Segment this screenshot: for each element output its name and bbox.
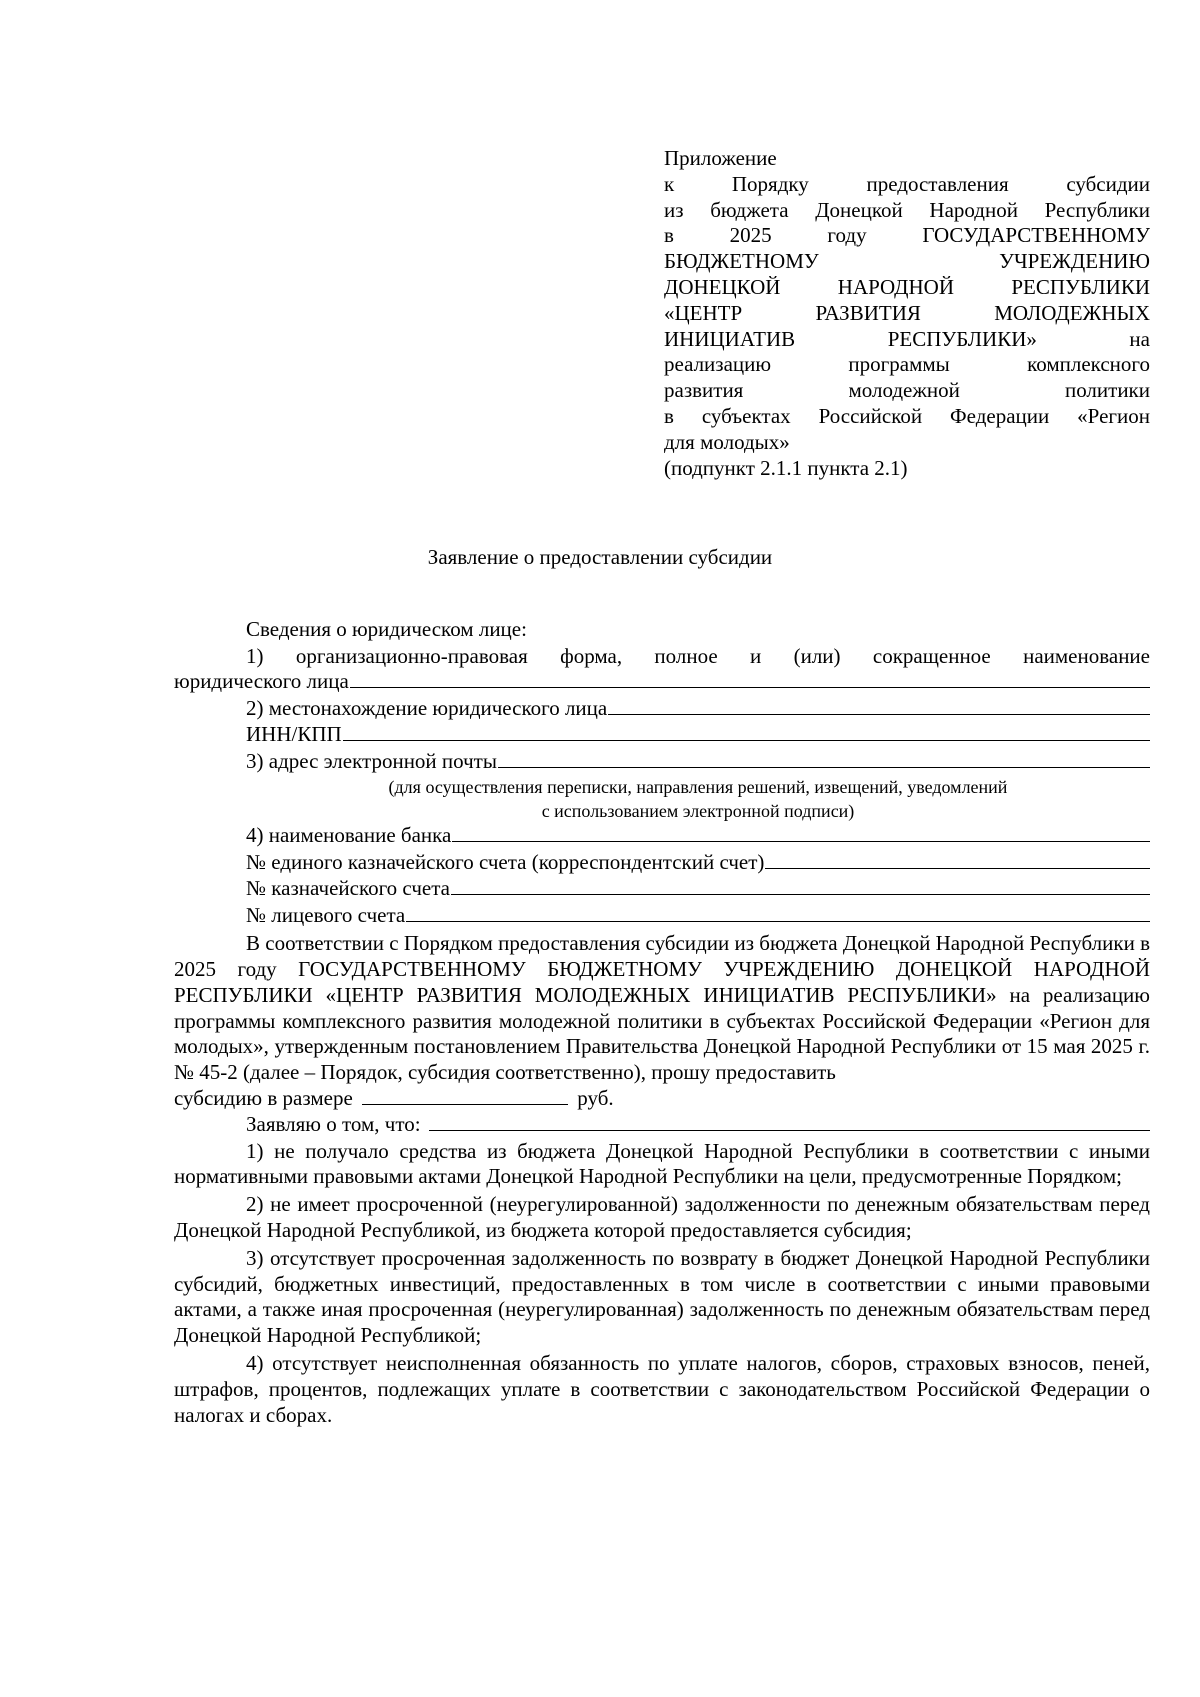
declaration-field[interactable] [429, 1112, 1150, 1131]
inn-kpp-field[interactable] [343, 722, 1150, 741]
item3-label: 3) адрес электронной почты [246, 748, 497, 773]
note-line: (для осуществления переписки, направления решений, извещений, уведомлений [388, 777, 1008, 798]
request-paragraph: В соответствии с Порядком предоставления субсидии из бюджета Донецкой Народной Республики в 2025 году ГОСУДАРСТВЕННОМУ БЮДЖЕТНОМУ УЧРЕЖДЕНИЮ ДОНЕЦКОЙ НАРОДНОЙ РЕСПУБЛИКИ «ЦЕНТР РАЗВИТИЯ МОЛОДЕЖНЫХ ИНИЦИАТИВ РЕСПУБЛИКИ» на реализацию программы комплексного развития молодежной политики в субъектах Российской Федерации «Регион для молодых», утвержденным постановлением Правительства Донецкой Народной Республики от 15 мая 2025 г. № 45-2 (далее – Порядок, субсидия соответственно), прошу предоставить [174, 931, 1150, 1085]
application-body [174, 617, 1150, 1428]
note-line: с использованием электронной подписи) [541, 801, 855, 822]
declaration-row [174, 1112, 1150, 1139]
appendix-line: Приложение [664, 146, 777, 170]
document-title: Заявление о предоставлении субсидии [427, 545, 773, 569]
form-heading: Сведения о юридическом лице: [246, 617, 527, 641]
appendix-line: «ЦЕНТР РАЗВИТИЯ МОЛОДЕЖНЫХ [664, 300, 1150, 325]
personal-row [174, 903, 1150, 930]
appendix-line: (подпункт 2.1.1 пункта 2.1) [664, 455, 908, 480]
item2-row [174, 696, 1150, 723]
declaration-point: 1) не получало средства из бюджета Донецкой Народной Республики в соответствии с иными нормативными правовыми актами Донецкой Народной Республики на цели, предусмотренные Порядком; [174, 1138, 1150, 1189]
appendix-line: для молодых» [664, 429, 790, 454]
appendix-line: в 2025 году ГОСУДАРСТВЕННОМУ [664, 223, 1150, 248]
inn-label: ИНН/КПП [246, 722, 342, 747]
appendix-line: из бюджета Донецкой Народной Республики [664, 197, 1150, 222]
treasury-single-label: № единого казначейского счета (корреспондентский счет) [246, 849, 765, 874]
treasury-single-row [174, 850, 1150, 877]
form-heading-row [174, 617, 1150, 644]
inn-row [174, 722, 1150, 749]
appendix-line: реализацию программы комплексного [664, 352, 1150, 377]
appendix-line: ИНИЦИАТИВ РЕСПУБЛИКИ» на [664, 326, 1150, 351]
legal-name-field[interactable] [350, 669, 1150, 688]
amount-suffix: руб. [577, 1086, 614, 1111]
item1-text: 1) организационно-правовая форма, полное и (или) сокращенное наименование [246, 643, 1150, 668]
treasury-single-account-field[interactable] [765, 850, 1150, 869]
appendix-line: в субъектах Российской Федерации «Регион [664, 403, 1150, 428]
declaration-point: 4) отсутствует неисполненная обязанность по уплате налогов, сборов, страховых взносов, пеней, штрафов, процентов, подлежащих уплате в соответствии с законодательством Российской Федерации о налогах и сборах. [174, 1350, 1150, 1427]
treasury-row [174, 876, 1150, 903]
item3-row [174, 749, 1150, 776]
treasury-label: № казначейского счета [246, 876, 450, 901]
appendix-block [664, 146, 1150, 481]
item1-row [174, 669, 1150, 696]
item4-label: 4) наименование банка [246, 823, 452, 848]
personal-account-field[interactable] [406, 903, 1150, 922]
appendix-line: БЮДЖЕТНОМУ УЧРЕЖДЕНИЮ [664, 249, 1150, 274]
item2-label: 2) местонахождение юридического лица [246, 695, 608, 720]
amount-field[interactable] [362, 1086, 568, 1105]
declaration-point: 2) не имеет просроченной (неурегулированной) задолженности по денежным обязательствам перед Донецкой Народной Республикой, из бюджета которой предоставляется субсидия; [174, 1192, 1150, 1242]
appendix-line: развития молодежной политики [664, 378, 1150, 403]
treasury-account-field[interactable] [451, 876, 1150, 895]
amount-prefix: субсидию в размере [174, 1086, 353, 1111]
item4-row [174, 823, 1150, 850]
address-field[interactable] [608, 696, 1150, 715]
personal-label: № лицевого счета [246, 902, 406, 927]
declaration-point: 3) отсутствует просроченная задолженность по возврату в бюджет Донецкой Народной Республики субсидий, бюджетных инвестиций, предоставленных в том числе в соответствии с иными правовыми актами, а также иная просроченная (неурегулированная) задолженность по денежным обязательствам перед Донецкой Народной Республикой; [174, 1245, 1150, 1348]
appendix-line: к Порядку предоставления субсидии [664, 171, 1150, 196]
email-field[interactable] [498, 749, 1150, 768]
amount-row [174, 1086, 1150, 1112]
appendix-line: ДОНЕЦКОЙ НАРОДНОЙ РЕСПУБЛИКИ [664, 274, 1150, 299]
bank-name-field[interactable] [452, 823, 1150, 842]
item1-label: юридического лица [174, 669, 349, 694]
declaration-label: Заявляю о том, что: [246, 1112, 421, 1137]
email-note [174, 775, 1150, 823]
